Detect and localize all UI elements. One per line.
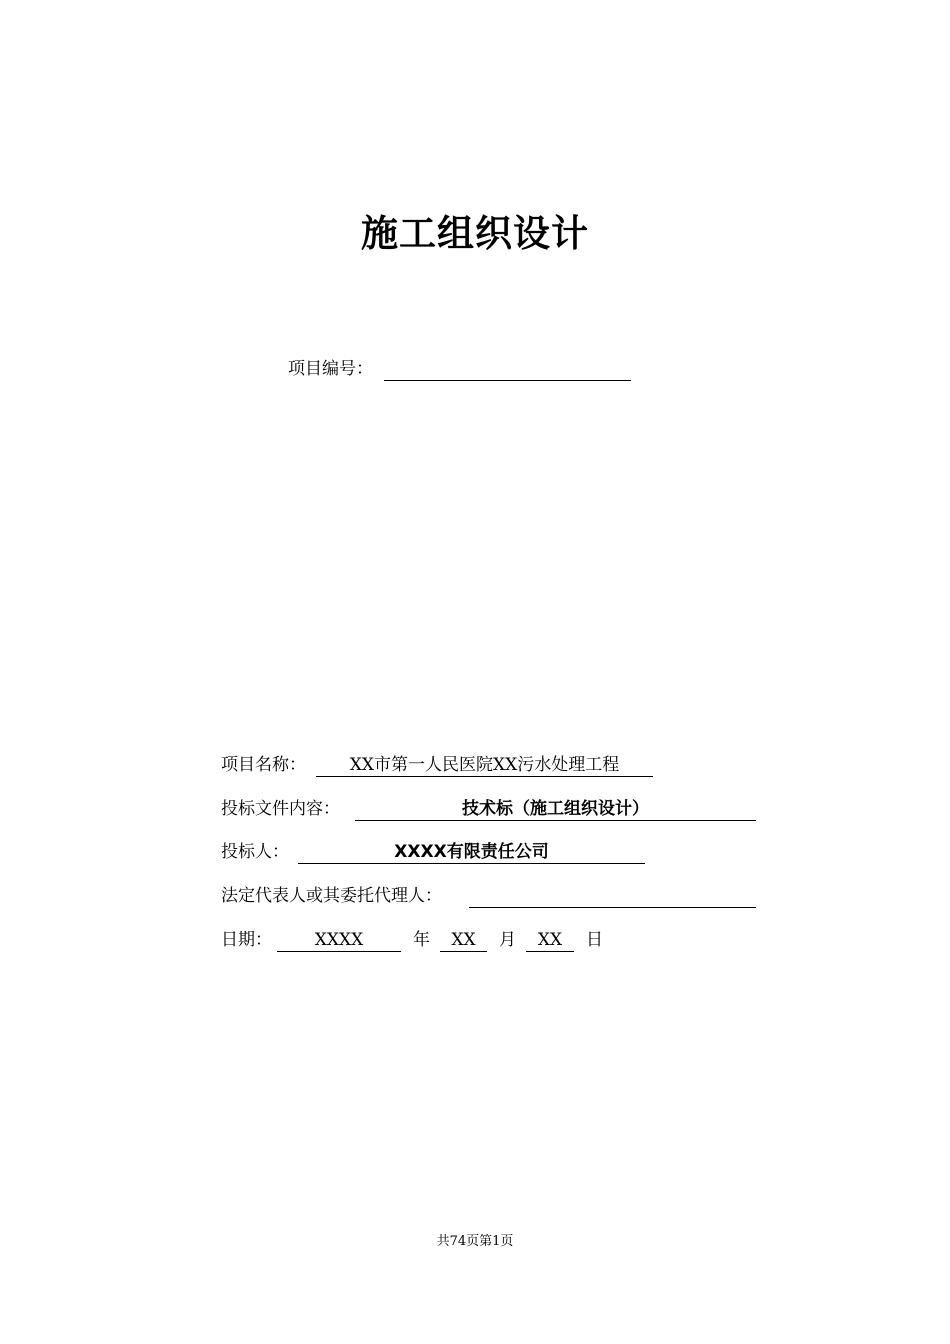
bid-content-row: [221, 798, 761, 822]
bid-content-field: 技术标（施工组织设计）: [355, 798, 756, 821]
bidder-row: [221, 841, 651, 865]
project-number-label: 项目编号：: [288, 359, 373, 379]
date-year-unit: 年: [413, 930, 430, 950]
legal-representative-label: 法定代表人或其委托代理人：: [221, 886, 442, 906]
project-number-row: [288, 358, 648, 382]
legal-representative-row: [221, 885, 761, 909]
date-day-unit: 日: [586, 930, 603, 950]
date-month-unit: 月: [499, 930, 516, 950]
date-month-field: XX: [440, 929, 487, 952]
project-name-label: 项目名称：: [221, 755, 306, 775]
bidder-label: 投标人：: [221, 842, 289, 862]
page-footer: 共74页第1页: [436, 1234, 514, 1249]
bid-content-label: 投标文件内容：: [221, 799, 340, 819]
legal-representative-field: [469, 885, 756, 908]
bidder-field: XXXX有限责任公司: [298, 841, 645, 864]
date-year-field: XXXX: [277, 929, 401, 952]
document-title: 施工组织设计: [361, 212, 589, 255]
project-name-field: XX市第一人民医院XX污水处理工程: [316, 754, 653, 777]
date-label: 日期：: [221, 930, 272, 950]
project-number-field: [384, 358, 631, 381]
project-name-row: [221, 754, 661, 778]
date-day-field: XX: [526, 929, 574, 952]
date-row: [221, 929, 621, 953]
